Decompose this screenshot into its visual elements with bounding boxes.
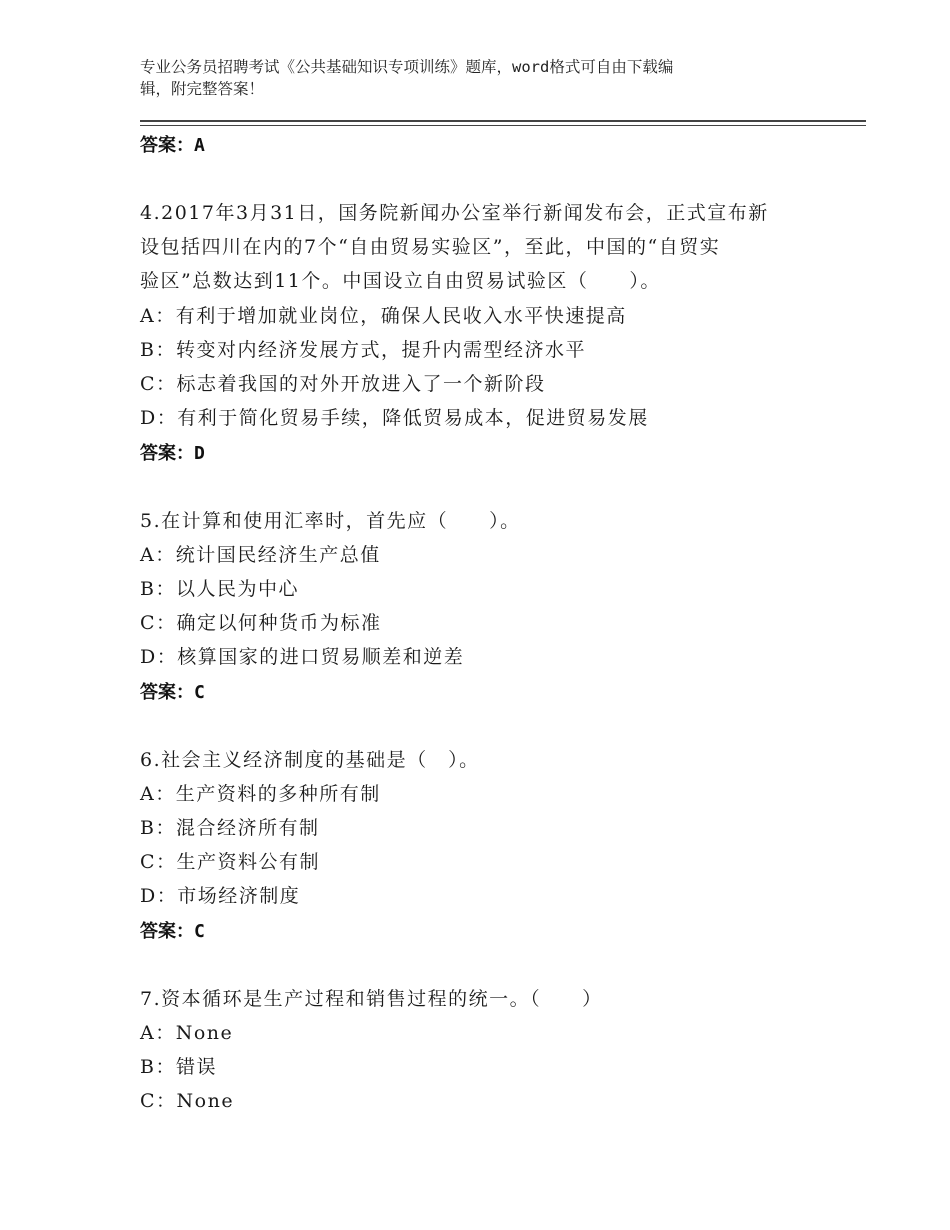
question-4-stem-line-3: 验区”总数达到11个。中国设立自由贸易试验区（ ）。 (140, 270, 661, 292)
question-4-stem-line-1: 4.2017年3月31日，国务院新闻办公室举行新闻发布会，正式宣布新 (140, 202, 769, 224)
question-6-option-b: B：混合经济所有制 (140, 817, 320, 839)
header-divider-thin (140, 125, 866, 126)
question-7-option-a: A：None (140, 1022, 234, 1044)
header-line-2: 辑，附完整答案！ (140, 80, 265, 98)
answer-q3: 答案：A (140, 135, 205, 156)
question-7-option-b: B：错误 (140, 1056, 217, 1078)
question-4-stem-line-2: 设包括四川在内的7个“自由贸易实验区”，至此，中国的“自贸实 (140, 236, 721, 258)
question-4-option-d: D：有利于简化贸易手续，降低贸易成本，促进贸易发展 (140, 407, 649, 429)
question-6-option-a: A：生产资料的多种所有制 (140, 783, 381, 805)
question-4-option-b: B：转变对内经济发展方式，提升内需型经济水平 (140, 339, 586, 361)
page-header (140, 56, 800, 100)
question-5-option-d: D：核算国家的进口贸易顺差和逆差 (140, 646, 465, 668)
question-5-stem: 5.在计算和使用汇率时，首先应（ ）。 (140, 510, 521, 532)
header-divider-thick (140, 120, 866, 122)
answer-q4: 答案：D (140, 443, 205, 464)
question-4-option-c: C：标志着我国的对外开放进入了一个新阶段 (140, 373, 546, 395)
question-6-option-c: C：生产资料公有制 (140, 851, 321, 873)
question-5-option-a: A：统计国民经济生产总值 (140, 544, 381, 566)
answer-q5: 答案：C (140, 682, 205, 703)
question-7-option-c: C：None (140, 1090, 235, 1112)
question-5-option-c: C：确定以何种货币为标准 (140, 612, 382, 634)
question-4-option-a: A：有利于增加就业岗位，确保人民收入水平快速提高 (140, 305, 627, 327)
question-5-option-b: B：以人民为中心 (140, 578, 299, 600)
header-line-1: 专业公务员招聘考试《公共基础知识专项训练》题库，word格式可自由下载编 (140, 58, 674, 76)
question-6-stem: 6.社会主义经济制度的基础是（ ）。 (140, 749, 480, 771)
question-7-stem: 7.资本循环是生产过程和销售过程的统一。（ ） (140, 988, 603, 1010)
answer-q6: 答案：C (140, 921, 205, 942)
question-6-option-d: D：市场经济制度 (140, 885, 301, 907)
